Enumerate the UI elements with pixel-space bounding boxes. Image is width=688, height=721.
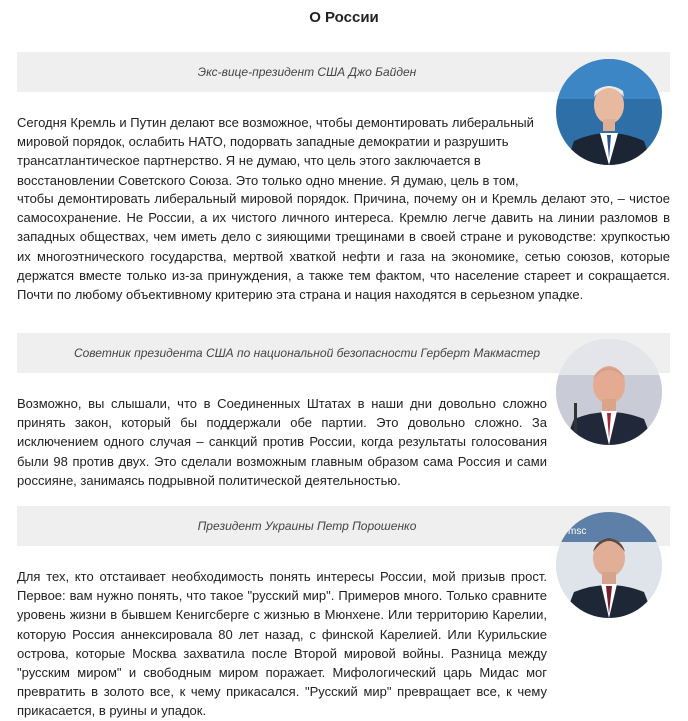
quote-text-body: Для тех, кто отстаивает необходимость понять интересы России, мой призыв прост. Первое: вам нужно понять, что такое "русский мир". Примеров много. Только сравните уровень жизни в бывшем Кенигсберге с жизнью в Мюнхене. Или территорию Карелии, которую Россия аннексировала 80 лет назад, с финской Карелией. Или Курильские острова, которые Москва захватила после Второй мировой войны. Разница между "русским миром" и свободным миром поражает. Мифологический царь Мидас мог превратить в золото все, к чему прикасался. "Русский мир" превращает все, к чему прикасается, в руины и упадок. bbox=[17, 569, 547, 719]
quote-attribution: Экс-вице-президент США Джо Байден bbox=[197, 65, 417, 79]
quote-text bbox=[17, 567, 670, 721]
quote-text-lead bbox=[17, 113, 547, 190]
portrait-photo-icon bbox=[556, 59, 662, 165]
quote-attribution: Президент Украины Петр Порошенко bbox=[197, 519, 417, 533]
quote-text: чтобы демонтировать либеральный мировой порядок. Причина, почему он и Кремль делают это, – чистое самосохранение. Не России, а их чистого личного интереса. Кремлю легче давить на линии разломов в западных обществах, чем иметь дело с зияющими трещинами в своей стране и руководстве: хрупкостью их многоэтнического государства, мертвой хваткой нефти и газа на экономике, сетью союзов, которые держатся вместе только из-за принуждения, а также тем фактом, что население стареет и сокращается. Почти по любому объективному критерию эта страна и нация находятся в серьезном упадке. bbox=[17, 191, 670, 303]
quote-attribution: Советник президента США по национальной безопасности Герберт Макмастер bbox=[73, 346, 541, 360]
page-title: О России bbox=[309, 9, 379, 26]
quote-text-line: восстановлении Советского Союза. Это только одно мнение. Я думаю, цель в том, bbox=[17, 172, 519, 188]
quote-text-line: трансатлантическое партнерство. Я не думаю, что цель этого заключается в bbox=[17, 153, 481, 169]
portrait-photo-icon bbox=[556, 339, 662, 445]
quote-text: Возможно, вы слышали, что в Соединенных Штатах в наши дни довольно сложно принять закон, который бы поддержали обе партии. Это довольно сложно. За исключением одного случая – санкций против России, когда результаты голосования были 98 против двух. Это сделали возможным главным образом сама Россия и сами россияне, занимаясь подрывной политической деятельностью. bbox=[17, 396, 547, 488]
svg-text:msc: msc bbox=[568, 526, 587, 537]
quote-text-line: мировой порядок, ослабить НАТО, подорвать западные демократии и разрушить bbox=[17, 134, 509, 150]
quote-text-line: Сегодня Кремль и Путин делают все возможное, чтобы демонтировать либеральный bbox=[17, 115, 534, 130]
